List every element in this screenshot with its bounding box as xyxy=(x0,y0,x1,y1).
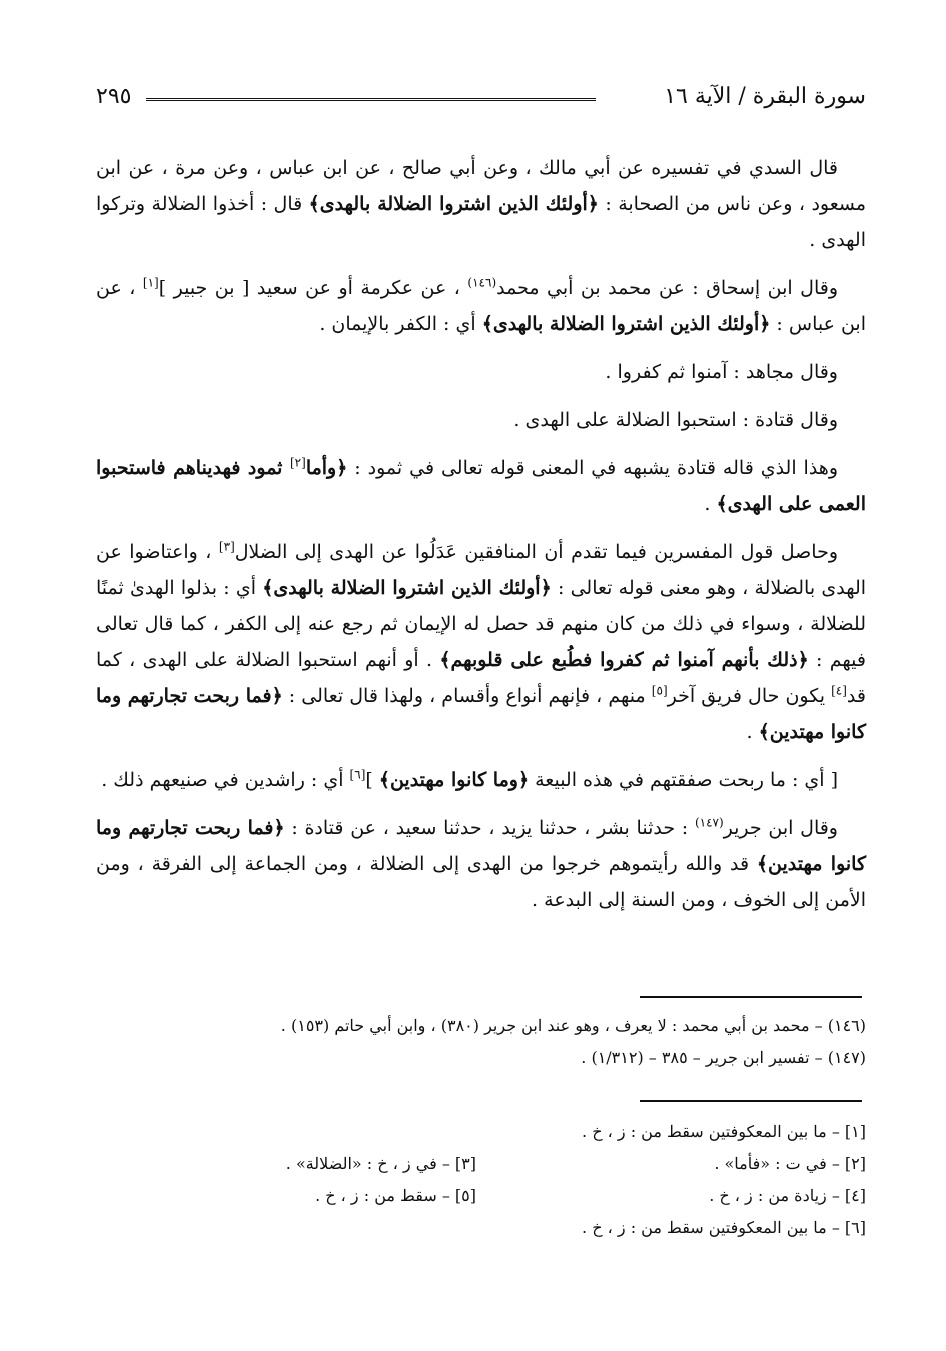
quran-verse: ثمود فهديناهم فاستحبوا العمى على الهدى﴾ xyxy=(96,457,866,515)
footnote-ref: (١٤٦) xyxy=(467,275,497,290)
text: أي : الكفر بالإيمان . xyxy=(319,313,482,335)
quran-verse: ﴿ذلك بأنهم آمنوا ثم كفروا فطُبع على قلوبهم﴾ xyxy=(439,649,809,671)
text: . xyxy=(746,721,759,743)
variant-notes xyxy=(86,1116,866,1244)
text: . أو أنهم استحبوا الضلالة على الهدى ، كما قد xyxy=(96,649,866,707)
text: ] xyxy=(365,769,379,791)
variant-note-4: [٤] – زيادة من : ز ، خ . xyxy=(709,1186,866,1205)
header-rule xyxy=(146,98,596,101)
quran-verse: ﴿وما كانوا مهتدين﴾ xyxy=(378,769,530,791)
variant-row xyxy=(86,1212,866,1244)
footnote-divider xyxy=(640,996,862,998)
footnote-147: (١٤٧) – تفسير ابن جرير – ٣٨٥ – (١/٣١٢) . xyxy=(581,1048,866,1067)
footnotes xyxy=(86,1010,866,1074)
text: وقال قتادة : استحبوا الضلالة على الهدى . xyxy=(513,409,838,431)
text: أي : بذلوا الهدىٰ ثمنًا للضلالة ، وسواء في ذلك من كان منهم قد حصل له الإيمان ثم رجع عنه إلى الكفر ، كما قال تعالى فيهم : xyxy=(96,577,866,671)
text: أي : راشدين في صنيعهم ذلك . xyxy=(101,769,350,791)
variant-ref: [١] xyxy=(142,275,159,290)
paragraph-2 xyxy=(96,270,866,342)
text: ، عن ابن عباس : xyxy=(96,277,866,335)
page-number: ٢٩٥ xyxy=(96,84,132,109)
quran-verse: ﴿وأما xyxy=(305,457,348,479)
text: وقال ابن جرير xyxy=(723,817,838,839)
text: : حدثنا بشر ، حدثنا يزيد ، حدثنا سعيد ، عن قتادة : xyxy=(284,817,695,839)
variant-note-6: [٦] – ما بين المعكوفتين سقط من : ز ، خ . xyxy=(582,1218,866,1237)
paragraph-3 xyxy=(96,354,866,390)
text: [ أي : ما ربحت صفقتهم في هذه البيعة xyxy=(529,769,838,791)
text: وحاصل قول المفسرين فيما تقدم أن المنافقين عَدَلُوا عن الهدى إلى الضلال xyxy=(234,541,838,563)
quran-verse: ﴿أولئك الذين اشتروا الضلالة بالهدى﴾ xyxy=(308,193,599,215)
variant-row xyxy=(86,1116,866,1148)
text: ، عن عكرمة أو عن سعيد [ بن جبير ] xyxy=(158,277,468,299)
paragraph-6 xyxy=(96,534,866,750)
footnote-146: (١٤٦) – محمد بن أبي محمد : لا يعرف ، وهو عند ابن جرير (٣٨٠) ، وابن أبي حاتم (١٥٣) . xyxy=(280,1016,866,1035)
text: قال : أخذوا الضلالة وتركوا الهدى . xyxy=(96,193,866,251)
variant-ref: [٢] xyxy=(289,455,306,470)
variant-ref: [٥] xyxy=(651,683,668,698)
footnote-ref: (١٤٧) xyxy=(694,815,724,830)
text: قال السدي في تفسيره عن أبي مالك ، وعن أبي صالح ، عن ابن عباس ، وعن مرة ، عن ابن مسعود ، وعن ناس من الصحابة : xyxy=(96,157,867,215)
variant-row xyxy=(86,1180,866,1212)
main-text xyxy=(96,150,866,930)
paragraph-8 xyxy=(96,810,866,918)
paragraph-4 xyxy=(96,402,866,438)
text: يكون حال فريق آخر xyxy=(667,685,832,707)
variant-note-5: [٥] – سقط من : ز ، خ . xyxy=(315,1186,476,1205)
variant-note-2: [٢] – في ت : «فأما» . xyxy=(714,1154,866,1173)
paragraph-5 xyxy=(96,450,866,522)
variant-note-3: [٣] – في ز ، خ : «الضلالة» . xyxy=(285,1154,476,1173)
quran-verse: ﴿فما ربحت تجارتهم وما كانوا مهتدين﴾ xyxy=(96,817,867,875)
quran-verse: ﴿أولئك الذين اشتروا الضلالة بالهدى﴾ xyxy=(481,313,771,335)
text: ، واعتاضوا عن الهدى بالضلالة ، وهو معنى قوله تعالى : xyxy=(96,541,867,599)
text: وقال ابن إسحاق : عن محمد بن أبي محمد xyxy=(496,277,838,299)
paragraph-1 xyxy=(96,150,866,258)
text: قد والله رأيتموهم خرجوا من الهدى إلى الضلالة ، ومن الجماعة إلى الفرقة ، ومن الأمن إلى الخوف ، ومن السنة إلى البدعة . xyxy=(96,853,866,911)
variant-ref: [٣] xyxy=(218,539,235,554)
variant-ref: [٤] xyxy=(831,683,847,698)
variant-row xyxy=(86,1148,866,1180)
variants-divider xyxy=(640,1100,862,1102)
variant-ref: [٦] xyxy=(349,767,366,782)
surah-title: سورة البقرة / الآية ١٦ xyxy=(664,84,866,109)
page-header xyxy=(96,84,866,114)
quran-verse: ﴿أولئك الذين اشتروا الضلالة بالهدى﴾ xyxy=(262,577,552,599)
text: وهذا الذي قاله قتادة يشبهه في المعنى قوله تعالى في ثمود : xyxy=(347,457,838,479)
variant-note-1: [١] – ما بين المعكوفتين سقط من : ز ، خ . xyxy=(582,1122,866,1141)
paragraph-7 xyxy=(96,762,866,798)
text: . xyxy=(704,493,717,515)
quran-verse: ﴿فما ربحت تجارتهم وما كانوا مهتدين﴾ xyxy=(96,685,866,743)
text: منهم ، فإنهم أنواع وأقسام ، ولهذا قال تعالى : xyxy=(282,685,652,707)
text: وقال مجاهد : آمنوا ثم كفروا . xyxy=(605,361,838,383)
